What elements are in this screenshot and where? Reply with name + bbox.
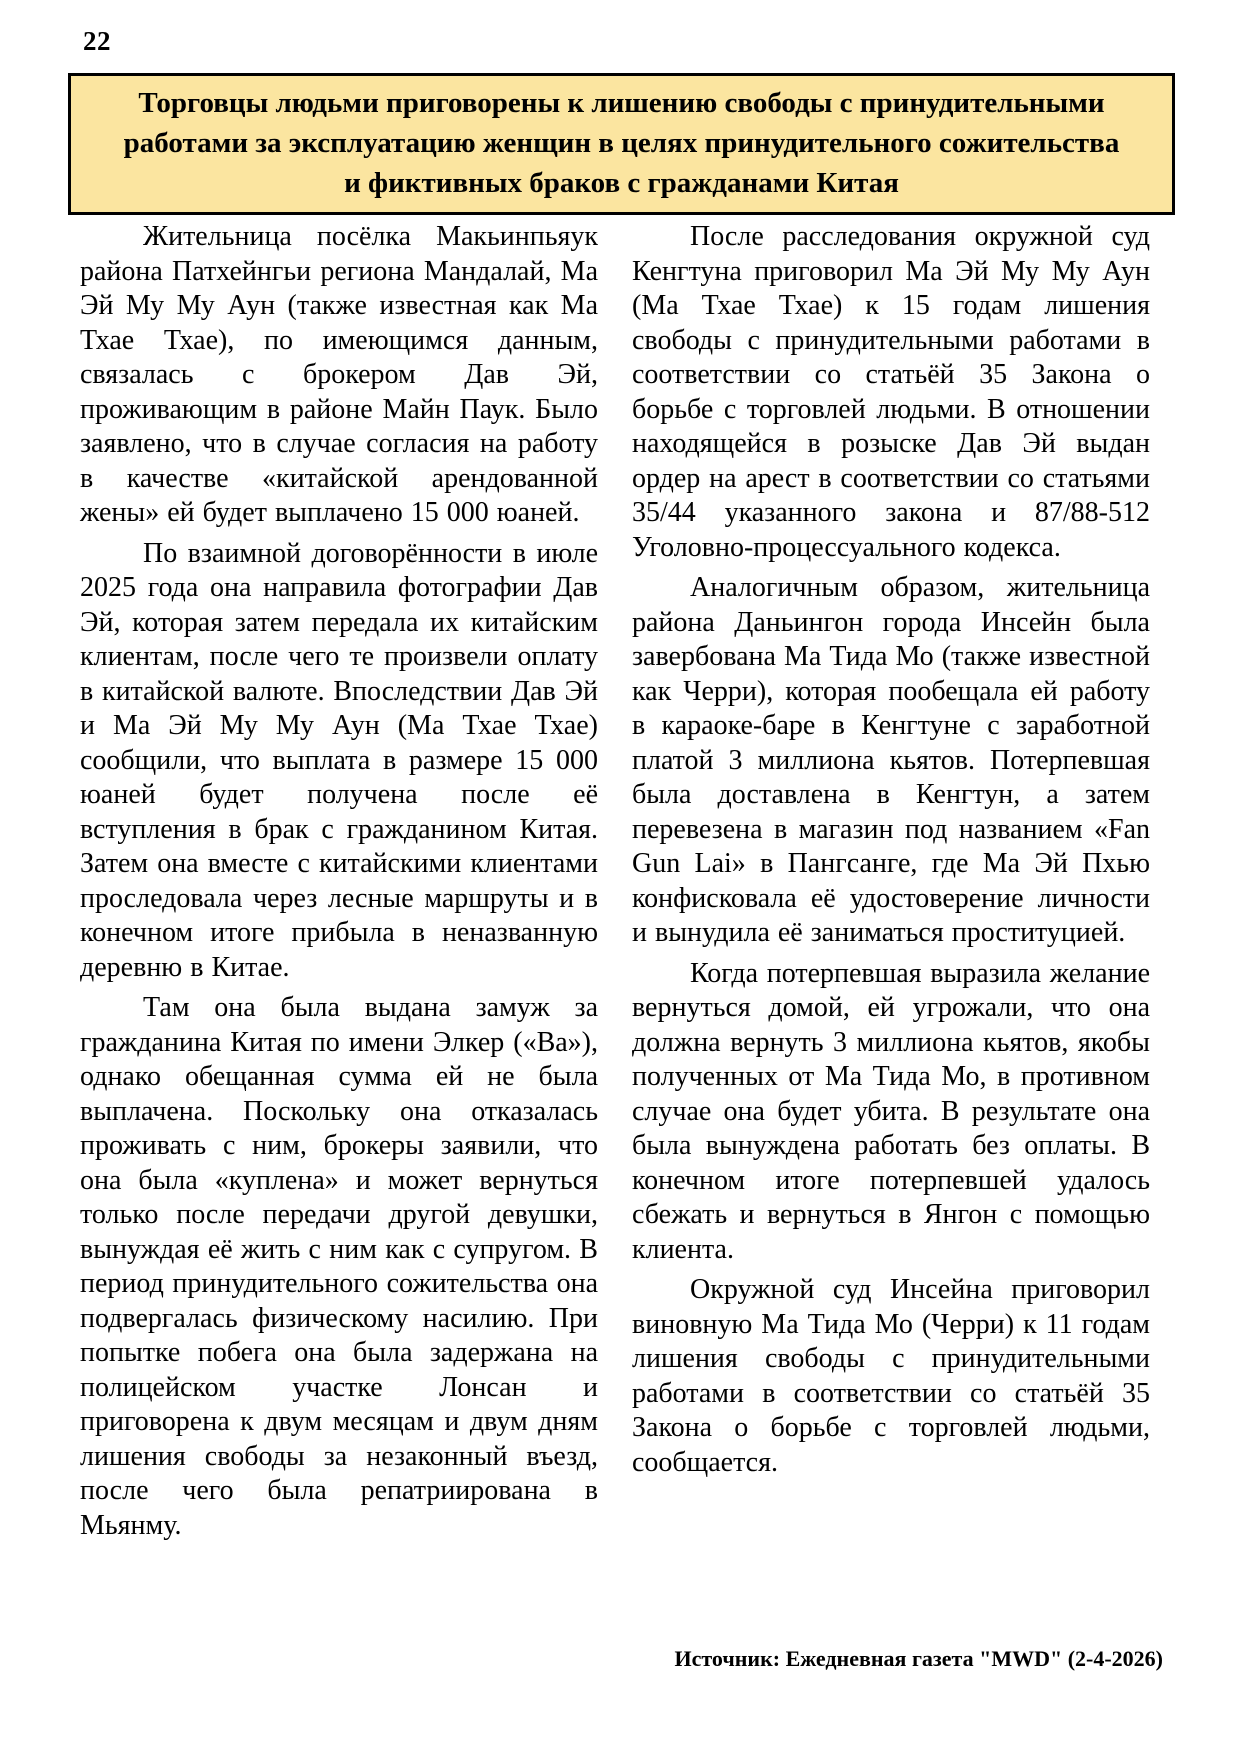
left-paragraph-3: Там она была выдана замуж за гражданина Китая по имени Элкер («Ва»), однако обещанная сумма ей не была выплачена. Поскольку она отказалась проживать с ним, брокеры заявили, что она была «куплена» и может вернуться только после передачи другой девушки, вынуждая её жить с ним как с супругом. В период принудительного сожительства она подвергалась физическому насилию. При попытке побега она была задержана на полицейском участке Лонсан и приговорена к двум месяцам и двум дням лишения свободы за незаконный въезд, после чего была репатриирована в Мьянму. bbox=[80, 992, 598, 1541]
article-column-right bbox=[632, 220, 1150, 1486]
source-line: Источник: Ежедневная газета "MWD" (2-4-2026) bbox=[674, 1646, 1163, 1671]
right-paragraph-1: После расследования окружной суд Кенгтуна приговорил Ма Эй Му Му Аун (Ма Тхае Тхае) к 15 годам лишения свободы с принудительными работами в соответствии со статьёй 35 Закона о борьбе с торговлей людьми. В отношении находящейся в розыске Дав Эй выдан ордер на арест в соответствии со статьями 35/44 указанного закона и 87/88-512 Уголовно-процессуального кодекса. bbox=[632, 221, 1150, 563]
right-paragraph-3: Когда потерпевшая выразила желание вернуться домой, ей угрожали, что она должна вернуть 3 миллиона кьятов, якобы полученных от Ма Тида Мо, в противном случае она будет убита. В результате она была вынуждена работать без оплаты. В конечном итоге потерпевшей удалось сбежать и вернуться в Янгон с помощью клиента. bbox=[632, 957, 1150, 1265]
left-paragraph-1: Жительница посёлка Макьинпьяук района Патхейнгьи региона Мандалай, Ма Эй Му Му Аун (также известная как Ма Тхае Тхае), по имеющимся данным, связалась с брокером Дав Эй, проживающим в районе Майн Паук. Было заявлено, что в случае согласия на работу в качестве «китайской арендованной жены» ей будет выплачено 15 000 юаней. bbox=[80, 221, 598, 528]
article-title-box bbox=[68, 73, 1175, 215]
right-paragraph-2: Аналогичным образом, жительница района Даньингон города Инсейн была завербована Ма Тида Мо (также известной как Черри), которая пообещала ей работу в караоке-баре в Кенгтуне с заработной платой 3 миллиона кьятов. Потерпевшая была доставлена в Кенгтун, а затем перевезена в магазин под названием «Fan Gun Lai» в Пангсанге, где Ма Эй Пхью конфисковала её удостоверение личности и вынудила её заниматься проституцией. bbox=[632, 572, 1150, 948]
article-title-line-1: Торговцы людьми приговорены к лишению свободы с принудительными bbox=[138, 87, 1105, 119]
right-paragraph-4: Окружной суд Инсейна приговорил виновную Ма Тида Мо (Черри) к 11 годам лишения свободы с принудительными работами в соответствии со статьёй 35 Закона о борьбе с торговлей людьми, сообщается. bbox=[632, 1274, 1150, 1478]
page-number: 22 bbox=[83, 26, 111, 56]
article-column-left bbox=[80, 220, 598, 1549]
article-title-line-3: и фиктивных браков с гражданами Китая bbox=[344, 167, 899, 199]
article-title-line-2: работами за эксплуатацию женщин в целях принудительного сожительства bbox=[123, 127, 1120, 159]
left-paragraph-2: По взаимной договорённости в июле 2025 года она направила фотографии Дав Эй, которая затем передала их китайским клиентам, после чего те произвели оплату в китайской валюте. Впоследствии Дав Эй и Ма Эй Му Му Аун (Ма Тхае Тхае) сообщили, что выплата в размере 15 000 юаней будет получена после её вступления в брак с гражданином Китая. Затем она вместе с китайскими клиентами проследовала через лесные маршруты и в конечном итоге прибыла в неназванную деревню в Китае. bbox=[80, 537, 598, 983]
